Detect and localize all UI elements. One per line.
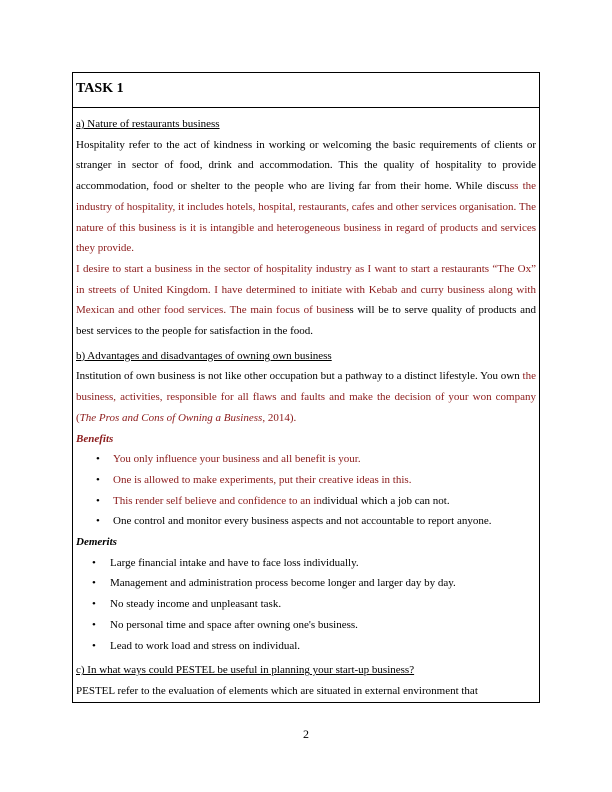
page-number: 2 [303,727,309,741]
section-a-p1-red: ss the industry of hospitality, it includes hotels, hospital, restaurants, cafes and other services organisation. The nature of this business is it is intangible and heterogeneous business in regard of products and services they provide. [76,180,537,255]
section-b-citation: The Pros and Cons of Owning a Business [79,411,263,424]
list-item: • Large financial intake and have to face loss individually. [76,553,536,574]
section-b-p-end: , 2014). [262,411,297,424]
demerits-list [76,553,536,657]
benefits-heading: Benefits [76,432,114,445]
section-a-paragraph-1 [76,135,536,259]
section-a-paragraph-2 [76,259,536,342]
list-item: • No personal time and space after owning one's business. [76,615,536,636]
list-item: • One control and monitor every business aspects and not accountable to report anyone. [76,511,536,532]
list-item: • One is allowed to make experiments, put their creative ideas in this. [76,470,536,491]
list-item: • Management and administration process become longer and larger day by day. [76,573,536,594]
list-item: • You only influence your business and all benefit is your. [76,449,536,470]
section-a-heading: a) Nature of restaurants business [76,118,220,130]
list-item: • This render self believe and confidence to an individual which a job can not. [76,491,536,512]
section-a-p2-red: I desire to start a business in the sector of hospitality industry as I want to start a restaurants “The Ox” in streets of United Kingdom. I have determined to initiate with Kebab and curry business along with Mexican and other food services. The main focus of busine [76,262,536,317]
section-b-paragraph [76,366,536,428]
section-a-p2-black: ss will be to serve quality of products and best services to the people for satisfaction in the food. [76,304,536,338]
section-c-heading: c) In what ways could PESTEL be useful in planning your start-up business? [76,664,415,677]
list-item: • Lead to work load and stress on individual. [76,636,536,657]
section-b-heading: b) Advantages and disadvantages of owning own business [76,349,332,362]
section-b-p-red: the business, activities, responsible for all flaws and faults and make the decision of your won company ( [76,370,536,424]
list-item: • No steady income and unpleasant task. [76,594,536,615]
demerits-heading: Demerits [76,536,117,549]
section-a-p1-black: Hospitality refer to the act of kindness in working or welcoming the basic requirements of clients or stranger in sector of food, drink and accommodation. This the quality of hospitality to provide accommodation, food or shelter to the people who are living far from their home. While discu [76,138,536,193]
task-table [72,72,540,703]
task-title: TASK 1 [73,73,539,108]
section-c-paragraph: PESTEL refer to the evaluation of elements which are situated in external environment that [76,684,478,697]
section-b-p-black: Institution of own business is not like other occupation but a pathway to a distinct lifestyle. You own [76,370,523,383]
benefits-list [76,449,536,532]
task-content [73,108,539,702]
